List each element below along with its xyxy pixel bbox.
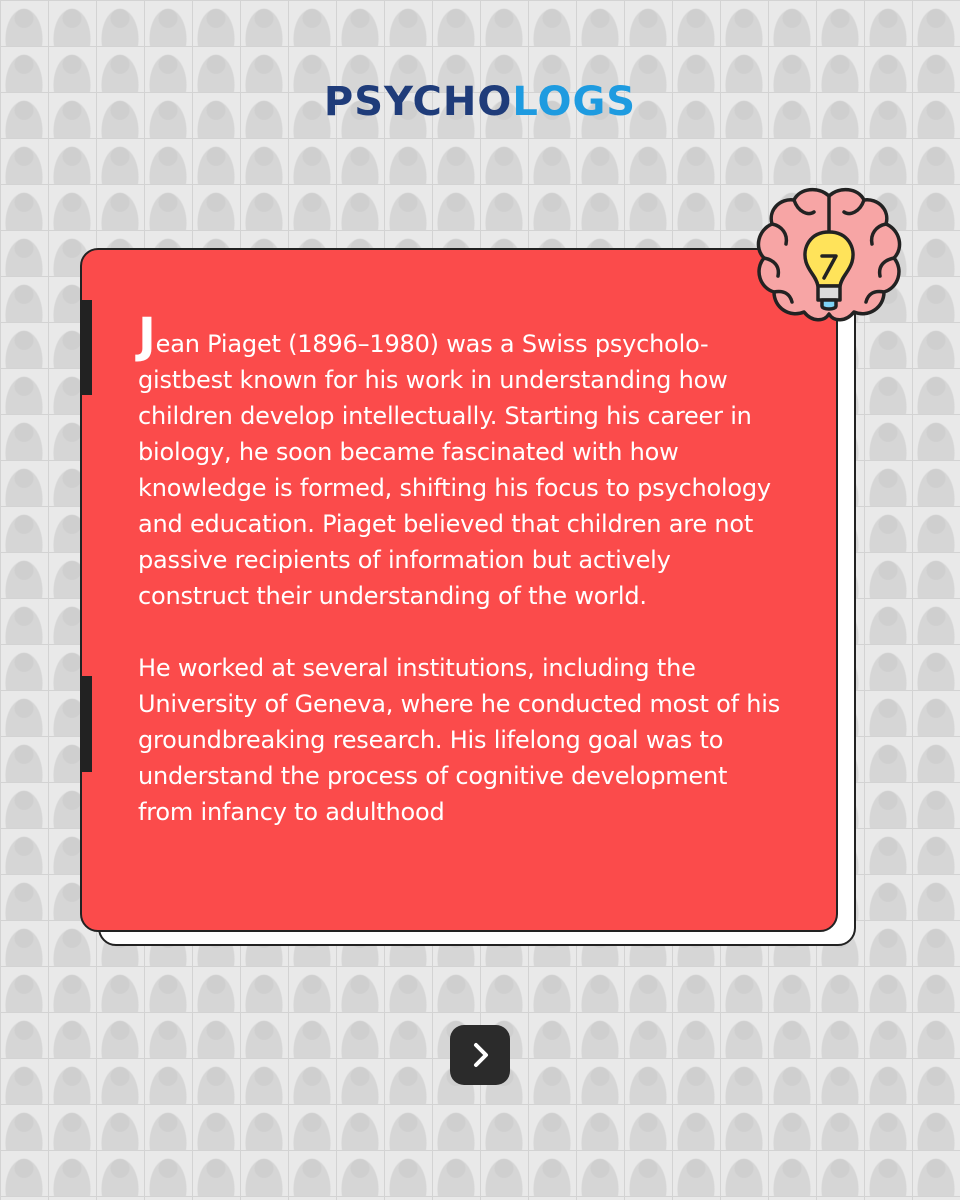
brand-logo <box>0 78 960 126</box>
card-side-tab <box>80 676 92 772</box>
drop-cap: J <box>138 308 156 364</box>
card-side-tab <box>80 300 92 395</box>
card-text <box>138 308 788 866</box>
paragraph-1-text: ean Piaget (1896–1980) was a Swiss psycholo-gistbest known for his work in understanding how children develop intellectually. Starting his career in biology, he soon became fascinated with how knowledge is formed, shifting his focus to psychology and education. Piaget believed that children are not passive recipients of information but actively construct their understanding of the world. <box>138 330 771 610</box>
chevron-right-icon <box>465 1040 495 1070</box>
paragraph-1 <box>138 308 788 614</box>
brain-lightbulb-icon <box>748 182 910 344</box>
brand-logo-part1: PSYCHO <box>323 79 513 125</box>
next-button[interactable] <box>450 1025 510 1085</box>
paragraph-2: He worked at several institutions, including the University of Geneva, where he conducted most of his groundbreaking research. His lifelong goal was to understand the process of cognitive development from infancy to adulthood <box>138 654 781 826</box>
brand-logo-part2: LOGS <box>512 79 637 125</box>
